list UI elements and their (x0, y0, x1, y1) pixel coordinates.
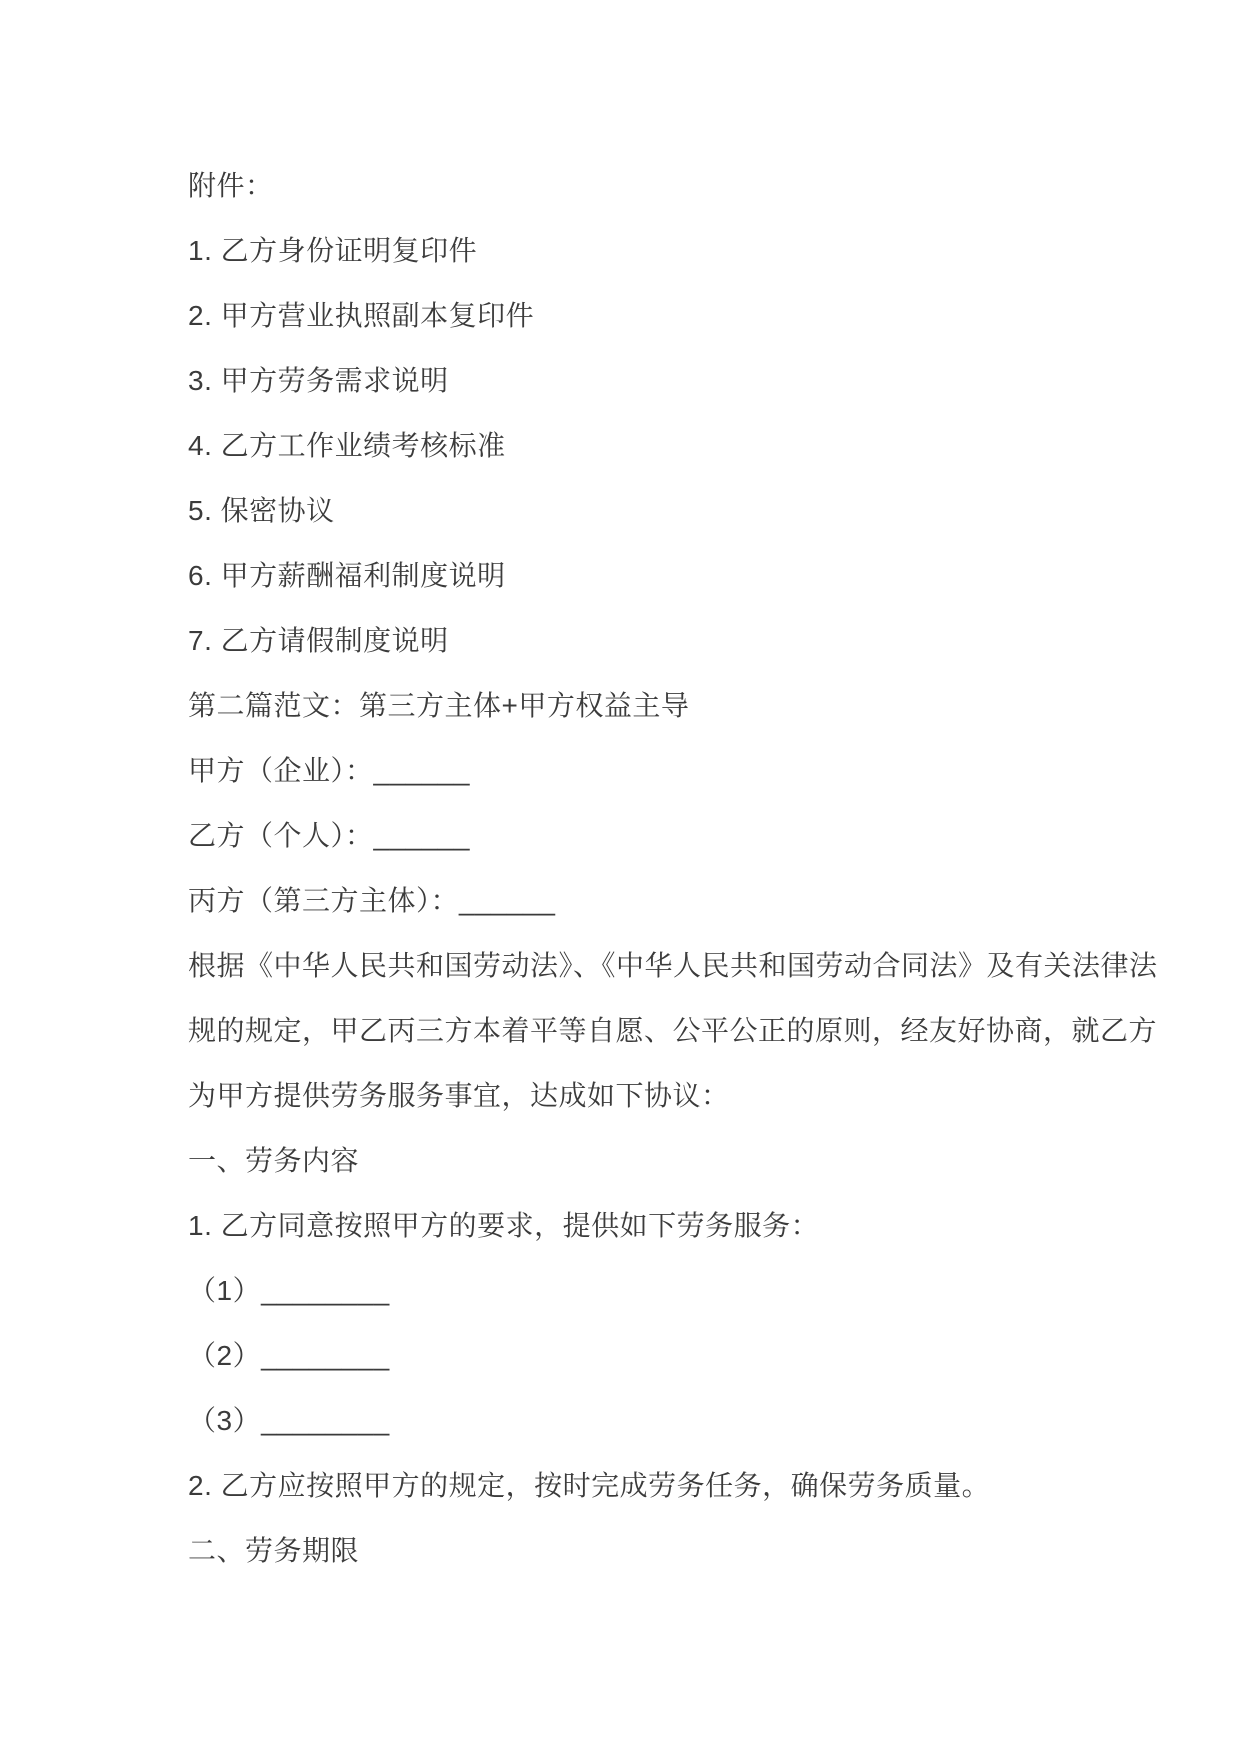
preamble-line-1: 根据《中华人民共和国劳动法》、《中华人民共和国劳动合同法》及有关法律法 (188, 950, 1158, 981)
party-c-line: 丙方（第三方主体）：______ (188, 885, 556, 916)
clause2-heading: 二、劳务期限 (188, 1535, 360, 1566)
clause1-blank-2: （2）________ (188, 1340, 390, 1371)
clause1-item-2: 2. 乙方应按照甲方的规定，按时完成劳务任务，确保劳务质量。 (188, 1470, 991, 1501)
clause1-heading: 一、劳务内容 (188, 1145, 360, 1176)
attachment-item-3: 3. 甲方劳务需求说明 (188, 365, 449, 396)
attachments-heading: 附件： (188, 170, 274, 201)
clause1-blank-1: （1）________ (188, 1275, 390, 1306)
preamble-line-3: 为甲方提供劳务服务事宜，达成如下协议： (188, 1080, 730, 1111)
attachment-item-2: 2. 甲方营业执照副本复印件 (188, 300, 535, 331)
clause1-item-1: 1. 乙方同意按照甲方的要求，提供如下劳务服务： (188, 1210, 820, 1241)
attachment-item-6: 6. 甲方薪酬福利制度说明 (188, 560, 506, 591)
attachment-item-5: 5. 保密协议 (188, 495, 335, 526)
attachment-item-4: 4. 乙方工作业绩考核标准 (188, 430, 506, 461)
attachment-item-7: 7. 乙方请假制度说明 (188, 625, 449, 656)
party-b-line: 乙方（个人）：______ (188, 820, 470, 851)
attachment-item-1: 1. 乙方身份证明复印件 (188, 235, 478, 266)
party-a-line: 甲方（企业）：______ (188, 755, 470, 786)
clause1-blank-3: （3）________ (188, 1405, 390, 1436)
section-title: 第二篇范文：第三方主体+甲方权益主导 (188, 690, 690, 721)
preamble-line-2: 规的规定，甲乙丙三方本着平等自愿、公平公正的原则，经友好协商，就乙方 (188, 1015, 1158, 1046)
